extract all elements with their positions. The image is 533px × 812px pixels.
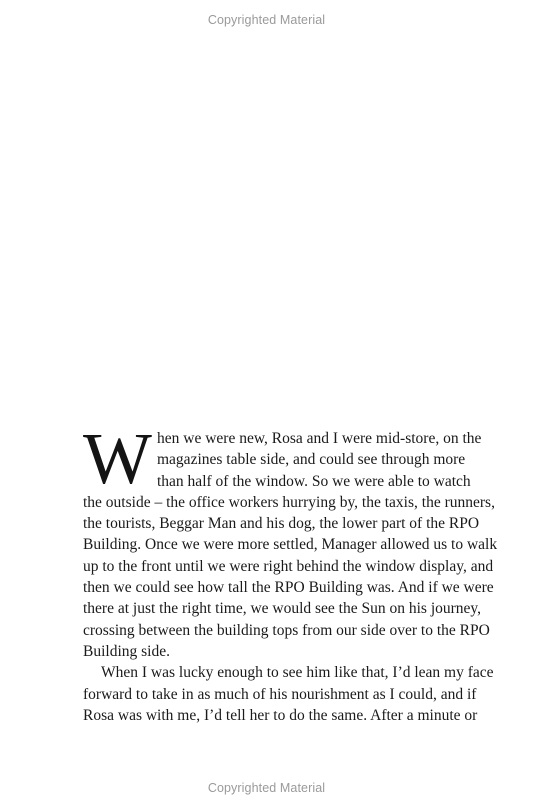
text-line: then we could see how tall the RPO Building was. And if we were — [83, 579, 494, 597]
paragraph-1 — [83, 418, 498, 662]
text-line: Building. Once we were more settled, Manager allowed us to walk — [83, 536, 498, 554]
text-line: forward to take in as much of his nourishment as I could, and if — [83, 685, 477, 703]
text-line: the outside – the office workers hurrying by, the taxis, the runners, — [83, 493, 495, 511]
page-body-text — [83, 418, 498, 726]
copyright-watermark-bottom: Copyrighted Material — [207, 781, 326, 795]
copyright-watermark-top: Copyrighted Material — [207, 13, 326, 27]
text-line: When I was lucky enough to see him like that, I’d lean my face — [101, 664, 494, 682]
text-line: hen we were new, Rosa and I were mid-store, on the — [157, 430, 482, 447]
text-line: up to the front until we were right behind the window display, and — [83, 557, 494, 575]
text-line: magazines table side, and could see through more — [157, 451, 466, 469]
paragraph-2 — [83, 662, 494, 726]
text-line: Building side. — [83, 642, 170, 660]
text-line: Rosa was with me, I’d tell her to do the same. After a minute or — [83, 706, 478, 724]
drop-cap-letter: W — [83, 418, 152, 499]
text-line: the tourists, Beggar Man and his dog, the lower part of the RPO — [83, 515, 480, 533]
text-line: than half of the window. So we were able to watch — [157, 472, 471, 490]
text-line: crossing between the building tops from our side over to the RPO — [83, 621, 490, 639]
text-line: there at just the right time, we would see the Sun on his journey, — [83, 600, 482, 618]
